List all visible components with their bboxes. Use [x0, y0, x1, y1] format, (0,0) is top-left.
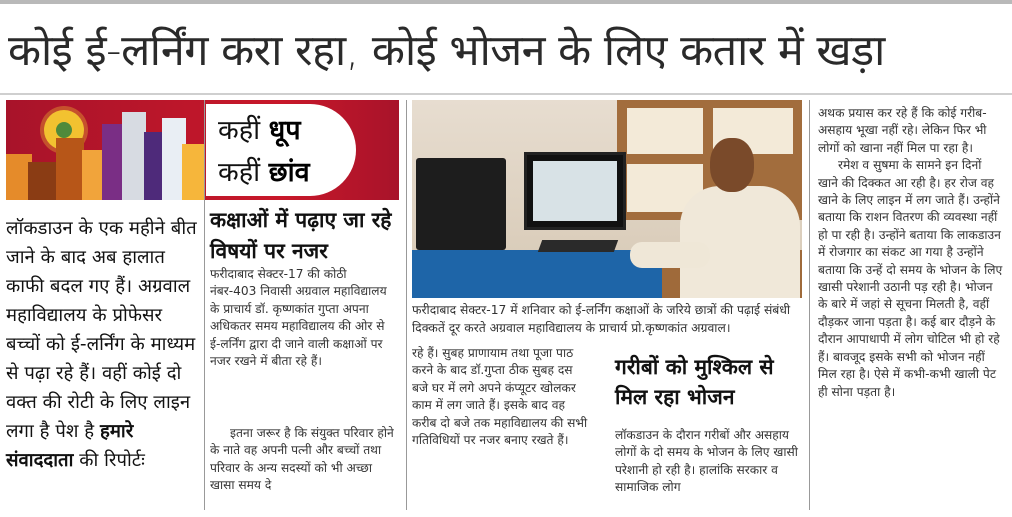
reporter-credit: हमारे संवाददाता [6, 421, 134, 471]
professor-figure [670, 138, 800, 298]
lead-paragraph: लॉकडाउन के एक महीने बीत जाने के बाद अब हालात काफी बदल गए हैं। अग्रवाल महाविद्यालय के प्रोफेसर बच्चों को ई-लर्निंग के माध्यम से पढ़ा रहे हैं। वहीं कोई दो वक्त की रोटी के लिए लाइन लगा है पेश है हमारे संवाददाता की रिपोर्टः [6, 218, 197, 471]
city-skyline-illustration [6, 100, 206, 200]
section2-paragraph-3: रमेश व सुषमा के सामने इन दिनों खाने की दिक्कत आ रही है। हर रोज वह खाने के लिए लाइन में लग जाते हैं। उन्होंने बताया कि राशन वितरण की व्यवस्था नहीं हो पा रही है। उन्होंने बताया कि लाकडाउन में रोजगार का संकट आ गया है उन्होंने बताया कि उन्हें दो समय के भोजन के लिए खासी परेशानी उठानी पड़ रही है। भोजन के बारे में जहां से सूचना मिलती है, वहीं दौड़कर जाना पड़ता है। कई बार दौड़ने के दौरान आपाधापी में लोग चोटिल भी हो रहे हैं। बावजूद इसके सभी को भोजन नहीं मिल रहा है। ऐसे में कभी-कभी खाली पेट ही सोना पड़ता है। [818, 158, 1003, 399]
top-border [0, 0, 1012, 4]
headline: कोई ई-लर्निंग करा रहा, कोई भोजन के लिए कतार में खड़ा [8, 26, 885, 76]
section2-heading: गरीबों को मुश्किल से मिल रहा भोजन [615, 355, 774, 409]
column-divider [406, 100, 407, 510]
banner-line-2: कहीं छांव [218, 157, 310, 188]
section-banner [6, 100, 399, 200]
headline-rule [0, 93, 1012, 95]
banner-bold-word-1: धूप [268, 115, 301, 146]
banner-bold-word-2: छांव [268, 157, 310, 188]
section2-column [818, 105, 1004, 401]
printer [416, 158, 506, 250]
section1-heading: कक्षाओं में पढ़ाए जा रहे विषयों पर नजर [210, 208, 392, 263]
column-divider [204, 100, 205, 510]
column-divider [809, 100, 810, 510]
section1-paragraph-2: इतना जरूर है कि संयुक्त परिवार होने के नाते वह अपनी पत्नी और बच्चों तथा परिवार के अन्य सदस्यों को भी अच्छा खासा समय दे [210, 426, 394, 493]
news-photo [412, 100, 802, 298]
keyboard [538, 240, 618, 252]
photo-caption: फरीदाबाद सेक्टर-17 में शनिवार को ई-लर्निंग कक्षाओं के जरिये छात्रों की पढ़ाई संबंधी दिक्कतें दूर करते अग्रवाल महाविद्यालय के प्राचार्य प्रो.कृष्णकांत अग्रवाल। [412, 303, 791, 335]
section2-paragraph-1: लॉकडाउन के दौरान गरीबों और असहाय लोगों के दो समय के भोजन के लिए खासी परेशानी हो रही है। हालांकि सरकार व सामाजिक लोग [615, 428, 798, 495]
section1-paragraph-1: फरीदाबाद सेक्टर-17 की कोठी नंबर-403 निवासी अग्रवाल महाविद्यालय के प्राचार्य डॉ. कृष्णकांत गुप्ता अपना अधिकतर समय महाविद्यालय की ओर से ई-लर्निंग द्वारा दी जाने वाली कक्षाओं पर नजर रखने में बीता रहे हैं। [210, 267, 387, 369]
section1-paragraph-3: रहे हैं। सुबह प्राणायाम तथा पूजा पाठ करने के बाद डॉ.गुप्ता ठीक सुबह दस बजे घर में लगे अपने कंप्यूटर खोलकर काम में लग जाते हैं। इसके बाद वह करीब दो बजे तक महाविद्यालय की सभी गतिविधियों पर नजर बनाए रखते हैं। [412, 346, 588, 448]
section2-paragraph-2: अथक प्रयास कर रहे हैं कि कोई गरीब-असहाय भूखा नहीं रहे। लेकिन फिर भी लोगों को खाना नहीं मिल पा रहा है। [818, 106, 987, 155]
banner-line-1: कहीं धूप [218, 115, 301, 146]
computer-monitor [524, 152, 626, 230]
